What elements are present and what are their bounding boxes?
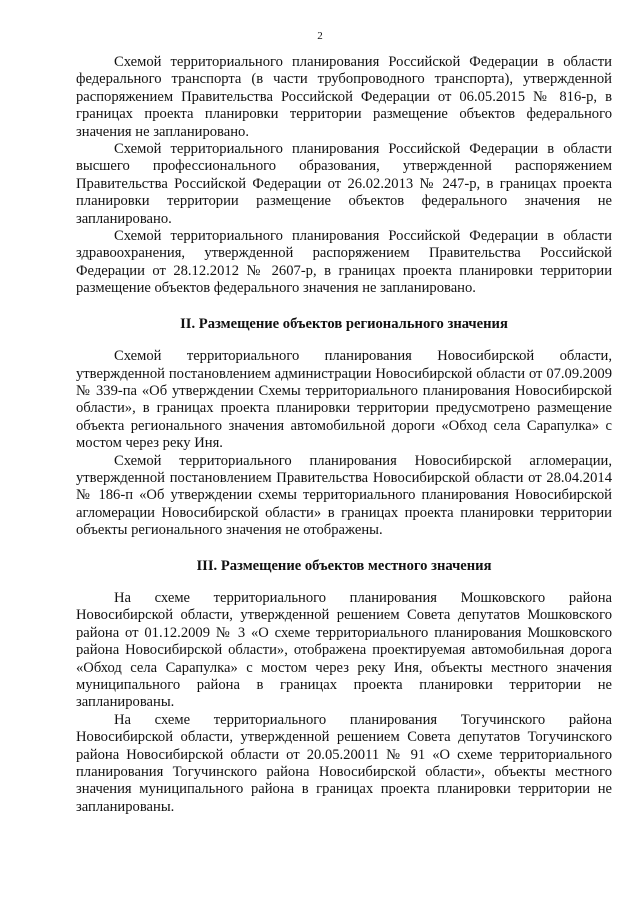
document-body (76, 54, 612, 816)
page-number: 2 (317, 30, 323, 42)
paragraph-federal-transport: Схемой территориального планирования Российской Федерации в области федерального транспорта (в части трубопроводного транспорта), утвержденной распоряжением Правительства Российской Федерации от 06.05.2015 № 816-р, в границах проекта планировки территории размещение объектов федерального значения не запланировано. (76, 54, 612, 140)
paragraph-local-toguchinsky: На схеме территориального планирования Тогучинского района Новосибирской области, утвержденной решением Совета депутатов Тогучинского района Новосибирской области от 20.05.20011 № 91 «О схеме территориального планирования Тогучинского района Новосибирской области», объекты местного значения муниципального района в границах проекта планировки территории не запланированы. (76, 711, 612, 815)
section-heading-local: III. Размещение объектов местного значения (196, 557, 492, 574)
federal-objects-section (76, 54, 612, 298)
paragraph-local-moshkovsky: На схеме территориального планирования Мошковского района Новосибирской области, утвержденной решением Совета депутатов Мошковского района от 01.12.2009 № 3 «О схеме территориального планирования Мошковского района Новосибирской области», отображена проектируемая автомобильная дорога «Обход села Сарапулка» с мостом через реку Иня, объекты местного значения муниципального района в границах проекта планировки территории не запланированы. (76, 589, 612, 711)
local-objects-section (76, 558, 612, 817)
paragraph-regional-agglomeration-scheme: Схемой территориального планирования Новосибирской агломерации, утвержденной постановлением Правительства Новосибирской области от 28.04.2014 № 186-п «Об утверждении схемы территориального планирования Новосибирской агломерации Новосибирской области» в границах проекта планировки территории объекты регионального значения не отображены. (76, 452, 612, 539)
paragraph-federal-healthcare: Схемой территориального планирования Российской Федерации в области здравоохранения, утвержденной распоряжением Правительства Российской Федерации от 28.12.2012 № 2607-р, в границах проекта планировки территории размещение объектов федерального значения не запланировано. (76, 228, 612, 297)
paragraph-regional-oblast-scheme: Схемой территориального планирования Новосибирской области, утвержденной постановлением администрации Новосибирской области от 07.09.2009 № 339-па «Об утверждении Схемы территориального планирования Новосибирской области», в границах проекта планировки территории предусмотрено размещение объекта регионального значения автомобильной дороги «Обход села Сарапулка» с мостом через реку Иня. (76, 348, 612, 452)
paragraph-federal-education: Схемой территориального планирования Российской Федерации в области высшего профессионального образования, утвержденной распоряжением Правительства Российской Федерации от 26.02.2013 № 247-р, в границах проекта планировки территории размещение объектов федерального значения не запланировано. (76, 141, 612, 227)
regional-objects-section (76, 316, 612, 540)
section-heading-regional: II. Размещение объектов регионального значения (180, 315, 508, 332)
